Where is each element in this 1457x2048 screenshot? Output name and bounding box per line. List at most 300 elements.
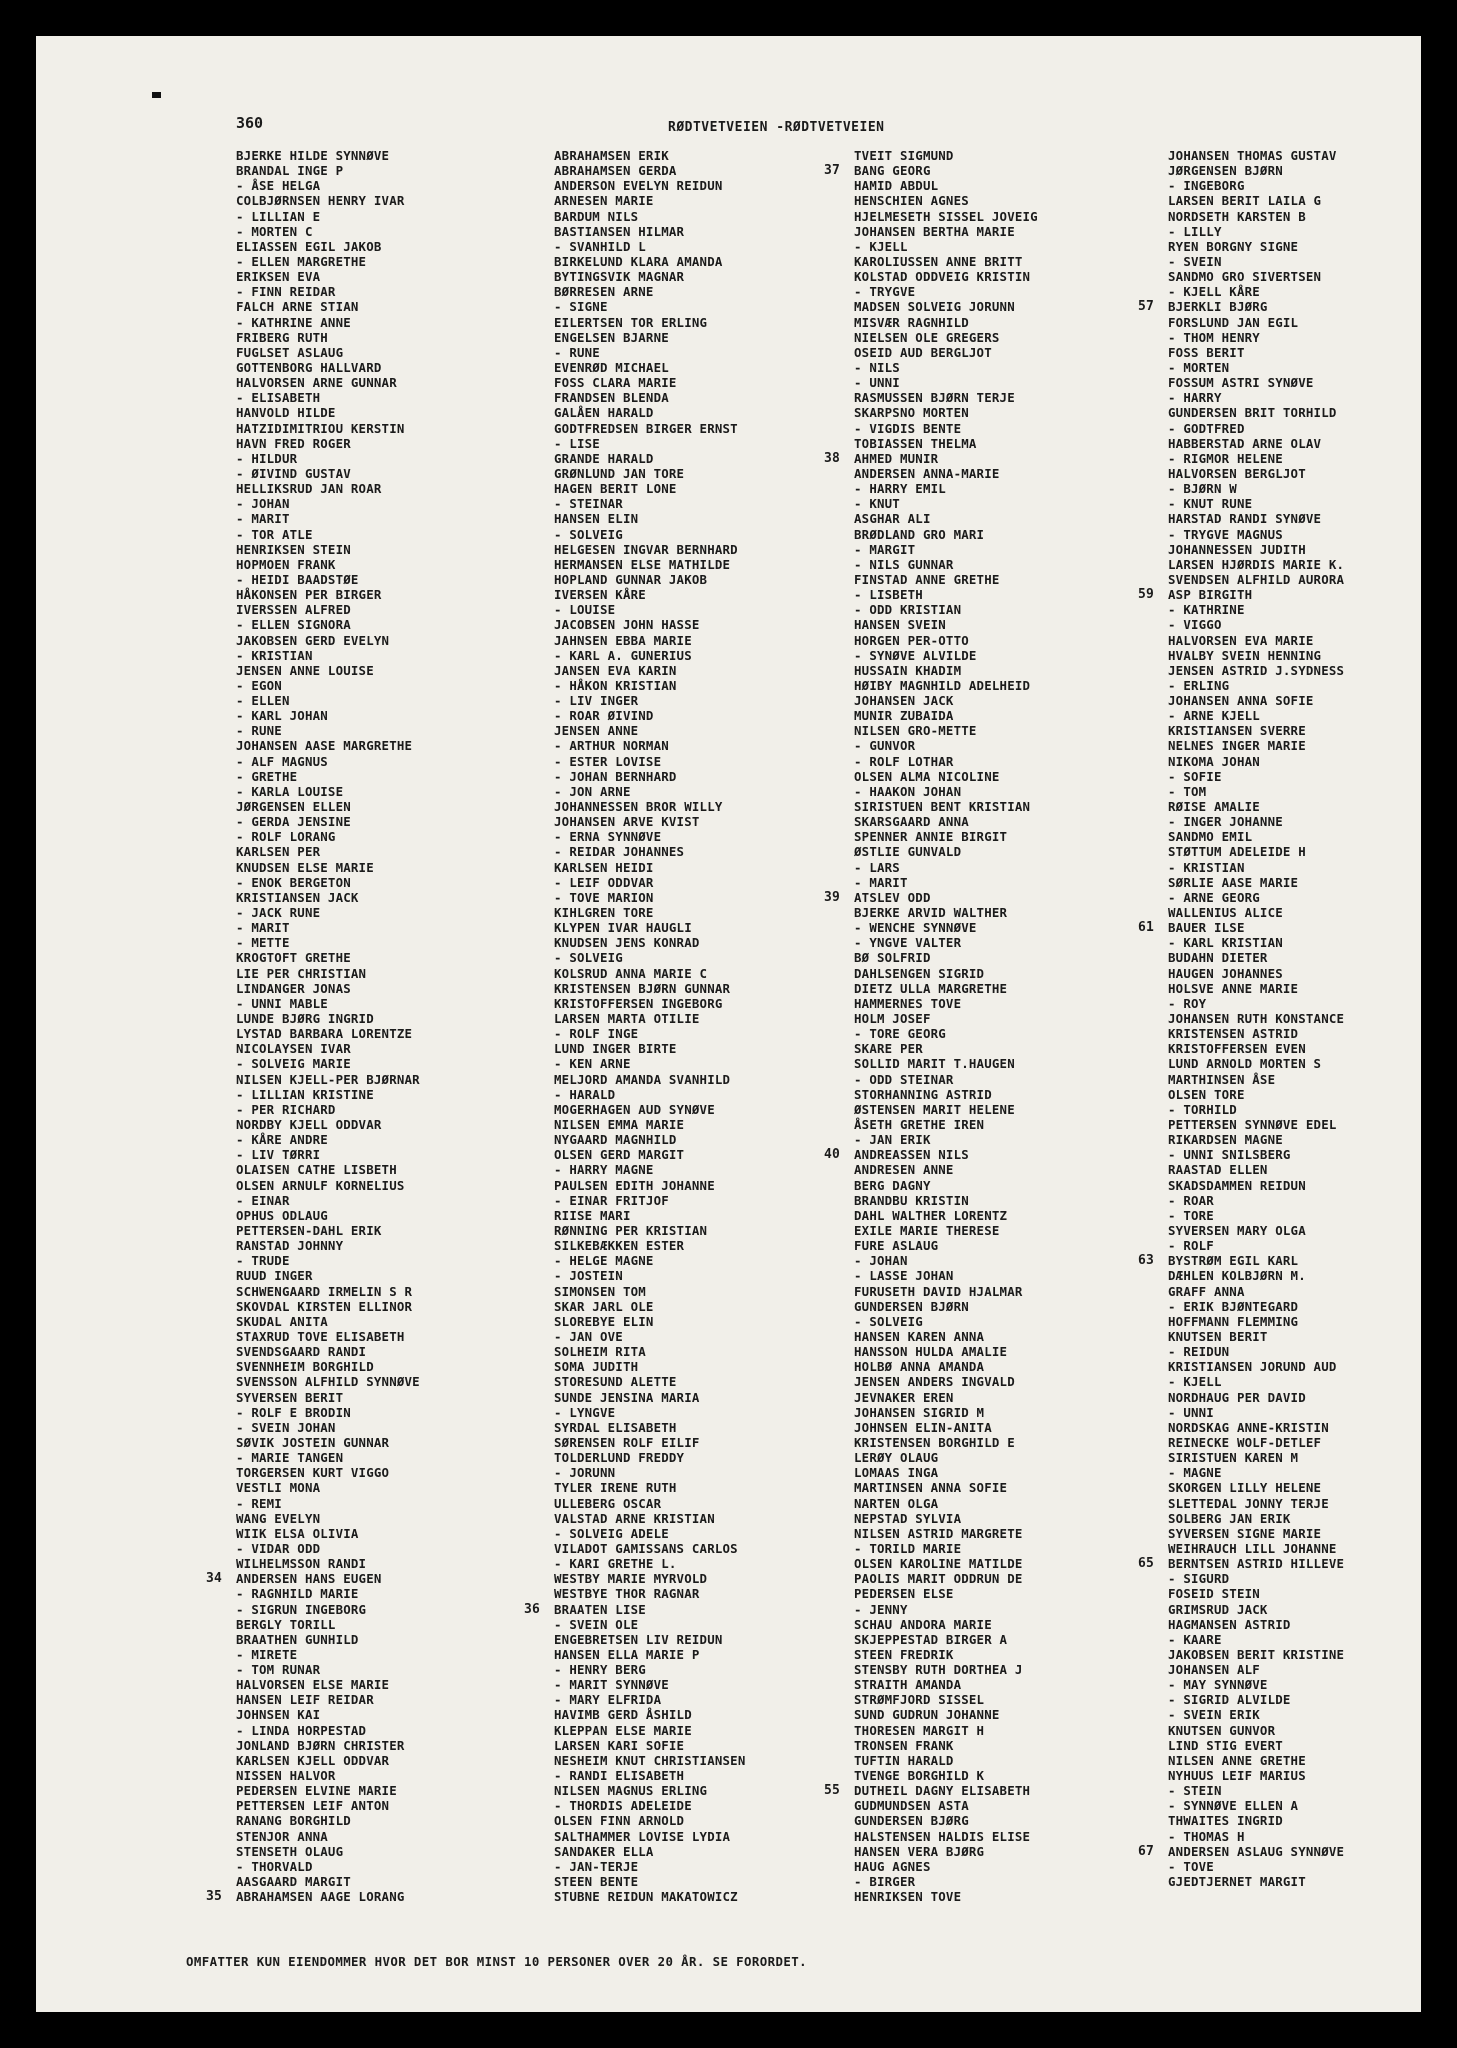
resident-entry xyxy=(854,345,1174,360)
resident-name: - ROLF xyxy=(1168,1238,1214,1254)
resident-name: - NILS GUNNAR xyxy=(854,556,954,572)
resident-name: DAHL WALTHER LORENTZ xyxy=(854,1207,1008,1223)
resident-name: BYSTRØM EGIL KARL xyxy=(1168,1253,1299,1269)
resident-name: NISSEN HALVOR xyxy=(236,1768,336,1784)
resident-entry xyxy=(554,1420,874,1435)
resident-entry xyxy=(1168,981,1457,996)
resident-entry xyxy=(554,1117,874,1132)
resident-entry xyxy=(854,1707,1174,1722)
resident-name: SOMA JUDITH xyxy=(554,1359,639,1375)
resident-entry xyxy=(1168,663,1457,678)
resident-name: - SOLVEIG MARIE xyxy=(236,1056,351,1072)
resident-name: SKOVDAL KIRSTEN ELLINOR xyxy=(236,1298,413,1314)
resident-entry xyxy=(854,1526,1174,1541)
resident-name: - LOUISE xyxy=(554,602,616,618)
resident-name: GUNDERSEN BRIT TORHILD xyxy=(1168,405,1337,421)
resident-entry xyxy=(236,269,556,284)
resident-entry xyxy=(554,1238,874,1253)
resident-name: HAGMANSEN ASTRID xyxy=(1168,1616,1291,1632)
resident-entry xyxy=(236,1147,556,1162)
resident-name: FUGLSET ASLAUG xyxy=(236,344,344,360)
resident-entry xyxy=(854,1299,1174,1314)
resident-name: HALVORSEN BERGLJOT xyxy=(1168,465,1306,481)
resident-entry xyxy=(854,1738,1174,1753)
resident-name: - TRYGVE xyxy=(854,284,916,300)
resident-entry xyxy=(236,1526,556,1541)
resident-entry xyxy=(854,511,1174,526)
resident-name: - THOMAS H xyxy=(1168,1828,1245,1844)
resident-entry xyxy=(1168,1874,1457,1889)
resident-entry xyxy=(823,889,1174,905)
resident-name: - SOLVEIG xyxy=(554,526,623,542)
resident-entry xyxy=(1168,527,1457,542)
resident-name: ASGHAR ALI xyxy=(854,511,931,527)
resident-entry xyxy=(1168,542,1457,557)
resident-entry xyxy=(1168,209,1457,224)
resident-name: JAKOBSEN GERD EVELYN xyxy=(236,632,390,648)
resident-name: - NILS xyxy=(854,359,900,375)
corner-mark xyxy=(152,92,161,98)
resident-name: NICOLAYSEN IVAR xyxy=(236,1041,351,1057)
resident-entry xyxy=(554,1874,874,1889)
resident-entry xyxy=(236,1284,556,1299)
resident-name: HAUG AGNES xyxy=(854,1858,931,1874)
resident-name: - MARGIT xyxy=(854,541,916,557)
resident-entry xyxy=(823,1783,1174,1799)
resident-name: - JENNY xyxy=(854,1601,908,1617)
resident-entry xyxy=(554,330,874,345)
resident-name: - ARNE KJELL xyxy=(1168,708,1260,724)
resident-entry xyxy=(1168,451,1457,466)
resident-name: STENJOR ANNA xyxy=(236,1828,328,1844)
resident-entry xyxy=(1168,466,1457,481)
resident-entry xyxy=(554,678,874,693)
resident-name: - MIRETE xyxy=(236,1646,298,1662)
resident-name: - YNGVE VALTER xyxy=(854,935,962,951)
resident-name: ANDREASSEN NILS xyxy=(854,1147,969,1163)
resident-name: BERNTSEN ASTRID HILLEVE xyxy=(1168,1556,1345,1572)
resident-name: - EINAR xyxy=(236,1192,290,1208)
resident-entry xyxy=(1168,1011,1457,1026)
resident-name: HVALBY SVEIN HENNING xyxy=(1168,647,1322,663)
resident-name: LIND STIG EVERT xyxy=(1168,1737,1283,1753)
resident-entry xyxy=(1168,935,1457,950)
resident-entry xyxy=(854,784,1174,799)
resident-entry xyxy=(854,1617,1174,1632)
resident-entry xyxy=(236,1723,556,1738)
resident-name: - KEN ARNE xyxy=(554,1056,631,1072)
resident-name: JOHANSEN THOMAS GUSTAV xyxy=(1168,148,1337,163)
resident-entry xyxy=(854,1586,1174,1601)
resident-name: ANDERSEN HANS EUGEN xyxy=(236,1571,382,1587)
resident-entry xyxy=(854,1026,1174,1041)
resident-entry xyxy=(554,421,874,436)
resident-name: HAVN FRED ROGER xyxy=(236,435,351,451)
resident-name: AHMED MUNIR xyxy=(854,450,939,466)
resident-name: - ROLF E BRODIN xyxy=(236,1404,351,1420)
resident-entry xyxy=(1168,708,1457,723)
resident-name: HANSEN KAREN ANNA xyxy=(854,1328,985,1344)
resident-entry xyxy=(236,617,556,632)
resident-name: ANDRESEN ANNE xyxy=(854,1162,954,1178)
resident-entry xyxy=(854,1496,1174,1511)
resident-name: COLBJØRNSEN HENRY IVAR xyxy=(236,193,405,209)
resident-entry xyxy=(554,1617,874,1632)
resident-entry xyxy=(854,799,1174,814)
resident-entry xyxy=(854,1193,1174,1208)
resident-entry xyxy=(854,1238,1174,1253)
resident-name: KRISTIANSEN JORUND AUD xyxy=(1168,1359,1337,1375)
resident-name: NIKOMA JOHAN xyxy=(1168,753,1260,769)
resident-entry xyxy=(1137,587,1457,603)
resident-name: - SYNNØVE ELLEN A xyxy=(1168,1798,1299,1814)
resident-entry xyxy=(554,254,874,269)
house-number: 39 xyxy=(823,889,840,905)
resident-name: PEDERSEN ELSE xyxy=(854,1586,954,1602)
resident-entry xyxy=(554,1859,874,1874)
resident-name: AASGAARD MARGIT xyxy=(236,1874,351,1890)
resident-entry xyxy=(854,738,1174,753)
resident-entry xyxy=(854,829,1174,844)
resident-name: FINSTAD ANNE GRETHE xyxy=(854,571,1000,587)
resident-name: - KRISTIAN xyxy=(1168,859,1245,875)
resident-entry xyxy=(1168,1465,1457,1480)
resident-name: JOHNSEN KAI xyxy=(236,1707,321,1723)
resident-entry xyxy=(1168,284,1457,299)
resident-name: - ALF MAGNUS xyxy=(236,753,328,769)
resident-name: HARSTAD RANDI SYNØVE xyxy=(1168,511,1322,527)
resident-name: JENSEN ANDERS INGVALD xyxy=(854,1374,1015,1390)
resident-name: ERIKSEN EVA xyxy=(236,269,321,285)
resident-entry xyxy=(1168,1268,1457,1283)
resident-name: - ØIVIND GUSTAV xyxy=(236,465,351,481)
resident-name: HELGESEN INGVAR BERNHARD xyxy=(554,541,738,557)
resident-entry xyxy=(554,284,874,299)
resident-entry xyxy=(854,1798,1174,1813)
resident-entry xyxy=(554,1344,874,1359)
resident-name: - ROAR ØIVIND xyxy=(554,708,654,724)
resident-name: OLSEN ALMA NICOLINE xyxy=(854,768,1000,784)
resident-name: HANSEN SVEIN xyxy=(854,617,946,633)
resident-name: JOHANSEN AASE MARGRETHE xyxy=(236,738,413,754)
resident-entry xyxy=(854,1420,1174,1435)
resident-entry xyxy=(1168,814,1457,829)
resident-entry xyxy=(236,1707,556,1722)
resident-name: HALSTENSEN HALDIS ELISE xyxy=(854,1828,1031,1844)
resident-entry xyxy=(854,1102,1174,1117)
resident-entry xyxy=(236,1753,556,1768)
resident-entry xyxy=(1168,1223,1457,1238)
resident-entry xyxy=(236,678,556,693)
resident-entry xyxy=(854,269,1174,284)
resident-entry xyxy=(854,966,1174,981)
resident-name: NILSEN KJELL-PER BJØRNAR xyxy=(236,1071,420,1087)
resident-name: - MARY ELFRIDA xyxy=(554,1692,662,1708)
resident-entry xyxy=(236,315,556,330)
column-1 xyxy=(205,148,556,1905)
resident-entry xyxy=(554,1253,874,1268)
resident-name: - MARIT xyxy=(236,511,290,527)
resident-name: BRAATEN LISE xyxy=(554,1601,646,1617)
resident-entry xyxy=(554,405,874,420)
resident-entry xyxy=(554,769,874,784)
resident-entry xyxy=(854,1480,1174,1495)
resident-name: JANSEN EVA KARIN xyxy=(554,662,677,678)
resident-entry xyxy=(236,299,556,314)
resident-name: LUND INGER BIRTE xyxy=(554,1041,677,1057)
resident-entry xyxy=(236,648,556,663)
resident-entry xyxy=(1168,360,1457,375)
resident-entry xyxy=(554,844,874,859)
resident-name: - ELISABETH xyxy=(236,390,321,406)
resident-name: - HELGE MAGNE xyxy=(554,1253,654,1269)
resident-name: KROGTOFT GRETHE xyxy=(236,950,351,966)
resident-name: STUBNE REIDUN MAKATOWICZ xyxy=(554,1889,738,1905)
resident-name: - INGER JOHANNE xyxy=(1168,814,1283,830)
resident-entry xyxy=(236,1768,556,1783)
resident-entry xyxy=(1168,784,1457,799)
resident-name: NESHEIM KNUT CHRISTIANSEN xyxy=(554,1752,746,1768)
resident-entry xyxy=(1168,648,1457,663)
resident-entry xyxy=(236,935,556,950)
resident-name: - REIDAR JOHANNES xyxy=(554,844,685,860)
resident-entry xyxy=(236,1874,556,1889)
resident-name: WALLENIUS ALICE xyxy=(1168,905,1283,921)
resident-name: SVENDSEN ALFHILD AURORA xyxy=(1168,571,1345,587)
resident-entry xyxy=(1168,905,1457,920)
resident-entry xyxy=(854,542,1174,557)
resident-entry xyxy=(854,572,1174,587)
resident-name: - TORHILD xyxy=(1168,1101,1237,1117)
resident-name: GRANDE HARALD xyxy=(554,450,654,466)
resident-name: - KARL KRISTIAN xyxy=(1168,935,1283,951)
resident-name: VALSTAD ARNE KRISTIAN xyxy=(554,1510,715,1526)
resident-name: KRISTENSEN ASTRID xyxy=(1168,1026,1299,1042)
resident-name: ENGELSEN BJARNE xyxy=(554,329,669,345)
resident-name: - PER RICHARD xyxy=(236,1101,336,1117)
resident-entry xyxy=(236,1405,556,1420)
resident-entry xyxy=(1168,633,1457,648)
resident-name: - TORE GEORG xyxy=(854,1026,946,1042)
resident-entry xyxy=(236,1178,556,1193)
resident-name: STAXRUD TOVE ELISABETH xyxy=(236,1328,405,1344)
resident-entry xyxy=(554,239,874,254)
resident-name: SØVIK JOSTEIN GUNNAR xyxy=(236,1434,390,1450)
resident-name: BIRKELUND KLARA AMANDA xyxy=(554,253,723,269)
resident-name: FOSS BERIT xyxy=(1168,344,1245,360)
resident-entry xyxy=(1168,163,1457,178)
resident-entry xyxy=(854,587,1174,602)
resident-entry xyxy=(554,1829,874,1844)
resident-entry xyxy=(554,648,874,663)
resident-name: - TRYGVE MAGNUS xyxy=(1168,526,1283,542)
resident-entry xyxy=(854,723,1174,738)
resident-name: - ARNE GEORG xyxy=(1168,889,1260,905)
resident-entry xyxy=(554,542,874,557)
resident-entry xyxy=(554,1526,874,1541)
resident-name: HÅKONSEN PER BIRGER xyxy=(236,587,382,603)
resident-name: JOHANSEN ANNA SOFIE xyxy=(1168,693,1314,709)
resident-entry xyxy=(1168,1238,1457,1253)
resident-entry xyxy=(554,1102,874,1117)
resident-name: - JON ARNE xyxy=(554,783,631,799)
resident-entry xyxy=(554,269,874,284)
resident-name: NEPSTAD SYLVIA xyxy=(854,1510,962,1526)
resident-entry xyxy=(236,178,556,193)
resident-name: ATSLEV ODD xyxy=(854,889,931,905)
resident-name: RANSTAD JOHNNY xyxy=(236,1238,344,1254)
resident-entry xyxy=(554,708,874,723)
resident-entry xyxy=(236,1662,556,1677)
resident-name: - JOHAN xyxy=(236,496,290,512)
resident-name: TVEIT SIGMUND xyxy=(854,148,954,163)
resident-entry xyxy=(854,1223,1174,1238)
resident-entry xyxy=(1168,511,1457,526)
resident-entry xyxy=(236,451,556,466)
resident-entry xyxy=(854,633,1174,648)
resident-entry xyxy=(236,163,556,178)
resident-name: HAGEN BERIT LONE xyxy=(554,481,677,497)
resident-entry xyxy=(236,1132,556,1147)
resident-name: JEVNAKER EREN xyxy=(854,1389,954,1405)
resident-name: - JOHAN BERNHARD xyxy=(554,768,677,784)
resident-name: GALÅEN HARALD xyxy=(554,405,654,421)
resident-entry xyxy=(1168,330,1457,345)
resident-entry xyxy=(1168,617,1457,632)
resident-entry xyxy=(236,224,556,239)
resident-entry xyxy=(236,375,556,390)
resident-entry xyxy=(236,1072,556,1087)
directory-page xyxy=(36,36,1421,2012)
resident-entry xyxy=(236,1602,556,1617)
resident-entry xyxy=(854,602,1174,617)
resident-name: GUNDERSEN BJØRN xyxy=(854,1298,969,1314)
resident-entry xyxy=(236,466,556,481)
resident-entry xyxy=(236,905,556,920)
resident-name: BØ SOLFRID xyxy=(854,950,931,966)
resident-name: - ERLING xyxy=(1168,677,1230,693)
resident-entry xyxy=(854,1359,1174,1374)
resident-entry xyxy=(854,254,1174,269)
resident-name: JENSEN ANNE LOUISE xyxy=(236,662,374,678)
resident-name: NILSEN ANNE GRETHE xyxy=(1168,1752,1306,1768)
resident-name: - HARRY MAGNE xyxy=(554,1162,654,1178)
resident-name: VILADOT GAMISSANS CARLOS xyxy=(554,1540,738,1556)
resident-name: - LILLY xyxy=(1168,223,1222,239)
resident-name: NYGAARD MAGNHILD xyxy=(554,1132,677,1148)
resident-name: LARSEN HJØRDIS MARIE K. xyxy=(1168,556,1345,572)
resident-name: WEIHRAUCH LILL JOHANNE xyxy=(1168,1540,1337,1556)
resident-name: - MARIT xyxy=(854,874,908,890)
resident-name: - RIGMOR HELENE xyxy=(1168,450,1283,466)
resident-entry xyxy=(236,1738,556,1753)
resident-entry xyxy=(554,1329,874,1344)
resident-name: JENSEN ASTRID J.SYDNESS xyxy=(1168,662,1345,678)
resident-name: STRØMFJORD SISSEL xyxy=(854,1692,985,1708)
resident-entry xyxy=(1168,1329,1457,1344)
resident-name: BERG DAGNY xyxy=(854,1177,931,1193)
resident-entry xyxy=(236,1829,556,1844)
resident-entry xyxy=(1168,224,1457,239)
resident-entry xyxy=(854,557,1174,572)
resident-name: - SIGRUN INGEBORG xyxy=(236,1601,367,1617)
resident-entry xyxy=(854,284,1174,299)
resident-entry xyxy=(1168,1344,1457,1359)
resident-entry xyxy=(554,481,874,496)
resident-entry xyxy=(1168,1390,1457,1405)
resident-entry xyxy=(554,345,874,360)
resident-entry xyxy=(854,1829,1174,1844)
resident-entry xyxy=(236,784,556,799)
resident-name: SANDMO EMIL xyxy=(1168,829,1253,845)
resident-entry xyxy=(1168,1435,1457,1450)
resident-entry xyxy=(236,557,556,572)
resident-entry xyxy=(554,1496,874,1511)
resident-name: - HEIDI BAADSTØE xyxy=(236,571,359,587)
resident-entry xyxy=(236,1783,556,1798)
resident-entry xyxy=(236,587,556,602)
resident-name: SKARE PER xyxy=(854,1041,923,1057)
resident-entry xyxy=(854,1662,1174,1677)
resident-entry xyxy=(554,1056,874,1071)
resident-name: HALVORSEN ELSE MARIE xyxy=(236,1677,390,1693)
resident-name: HOPMOEN FRANK xyxy=(236,556,336,572)
resident-entry xyxy=(236,708,556,723)
resident-name: BRANDBU KRISTIN xyxy=(854,1192,969,1208)
resident-entry xyxy=(1168,1284,1457,1299)
resident-entry xyxy=(554,950,874,965)
resident-entry xyxy=(554,738,874,753)
resident-entry xyxy=(554,511,874,526)
resident-entry xyxy=(554,784,874,799)
resident-entry xyxy=(236,1344,556,1359)
resident-name: RAASTAD ELLEN xyxy=(1168,1162,1268,1178)
resident-entry xyxy=(236,572,556,587)
resident-entry xyxy=(1168,875,1457,890)
resident-name: ELIASSEN EGIL JAKOB xyxy=(236,238,382,254)
resident-name: - HÅKON KRISTIAN xyxy=(554,677,677,693)
resident-name: ENGEBRETSEN LIV REIDUN xyxy=(554,1631,723,1647)
resident-name: ANDERSEN ASLAUG SYNNØVE xyxy=(1168,1843,1345,1859)
resident-entry xyxy=(1168,481,1457,496)
resident-entry xyxy=(854,1632,1174,1647)
resident-name: NILSEN EMMA MARIE xyxy=(554,1117,685,1132)
resident-entry xyxy=(236,1496,556,1511)
resident-name: BRAATHEN GUNHILD xyxy=(236,1631,359,1647)
resident-entry xyxy=(236,1268,556,1283)
resident-name: NORDSETH KARSTEN B xyxy=(1168,208,1306,224)
resident-entry xyxy=(1168,1041,1457,1056)
resident-name: - GRETHE xyxy=(236,768,298,784)
resident-name: PETTERSEN LEIF ANTON xyxy=(236,1798,390,1814)
resident-entry xyxy=(236,496,556,511)
resident-name: - THOM HENRY xyxy=(1168,329,1260,345)
resident-entry xyxy=(854,1132,1174,1147)
resident-entry xyxy=(554,1465,874,1480)
resident-entry xyxy=(554,1511,874,1526)
resident-entry xyxy=(1168,1571,1457,1586)
resident-entry xyxy=(854,1268,1174,1283)
resident-entry xyxy=(554,1753,874,1768)
resident-name: - RANDI ELISABETH xyxy=(554,1768,685,1784)
resident-name: JACOBSEN JOHN HASSE xyxy=(554,617,700,633)
resident-name: KOLSTAD ODDVEIG KRISTIN xyxy=(854,269,1031,285)
resident-entry xyxy=(1168,148,1457,163)
resident-entry xyxy=(236,1647,556,1662)
resident-name: - VIDAR ODD xyxy=(236,1540,321,1556)
resident-name: - KATHRINE ANNE xyxy=(236,314,351,330)
resident-name: - LINDA HORPESTAD xyxy=(236,1722,367,1738)
